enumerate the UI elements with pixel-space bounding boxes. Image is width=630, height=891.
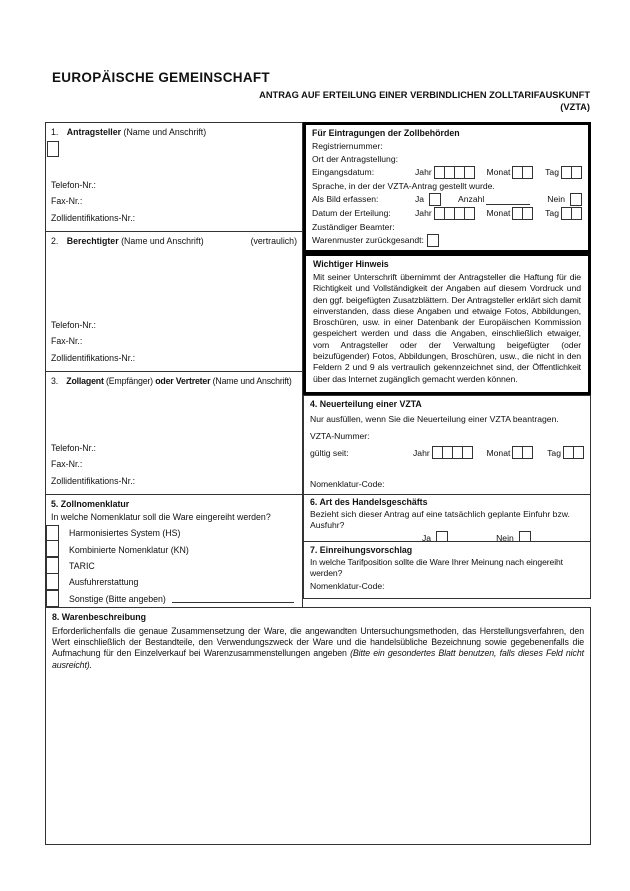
option-taric-checkbox[interactable] (46, 557, 59, 574)
form-title-line2: (VZTA) (560, 101, 590, 112)
year-input-cells[interactable] (434, 207, 475, 220)
issue-date-label: Datum der Erteilung: (312, 208, 391, 219)
section-8-warenbeschreibung[interactable] (45, 607, 591, 845)
notice-title: Wichtiger Hinweis (313, 259, 389, 269)
no-label: Nein (496, 532, 514, 542)
phone-label: Telefon-Nr.: (51, 442, 96, 453)
section-5-title: 5. Zollnomenklatur (51, 499, 130, 509)
applicant-checkbox[interactable] (47, 141, 59, 157)
section-6-handelsgeschaeft (303, 494, 591, 542)
day-label: Tag (545, 208, 559, 219)
section-1-antragsteller (45, 122, 303, 232)
month-label: Monat (486, 208, 511, 219)
section-3-zollagent (45, 371, 303, 495)
section-1-number: 1. (51, 127, 59, 137)
officer-label: Zuständiger Beamter: (312, 222, 395, 233)
section-8-note-italic: (Bitte ein gesondertes Blatt benutzen, falls dieses Feld nicht ausreicht). (52, 648, 584, 670)
form-title (259, 90, 590, 113)
section-4-neuerteilung (303, 395, 591, 495)
count-input-line[interactable] (486, 194, 530, 205)
section-2-title (46, 232, 302, 247)
month-input-cells[interactable] (512, 166, 533, 179)
customs-id-label: Zollidentifikations-Nr.: (51, 212, 136, 223)
right-column (303, 122, 591, 599)
fax-label: Fax-Nr.: (51, 336, 83, 346)
registration-number-label: Registriernummer: (312, 140, 383, 151)
year-input-cells[interactable] (434, 166, 475, 179)
section-5-zollnomenklatur (45, 494, 303, 608)
section-4-note: Nur ausfüllen, wenn Sie die Neuerteilung einer VZTA beantragen. (310, 414, 559, 424)
section-3-number: 3. (51, 376, 58, 386)
receipt-date-row (312, 166, 582, 179)
fax-label: Fax-Nr.: (51, 196, 83, 206)
section-2-contact-labels (46, 317, 302, 372)
nomenclature-code-label: Nomenklatur-Code: (310, 479, 385, 489)
month-input-cells[interactable] (512, 207, 533, 220)
day-input-cells[interactable] (563, 446, 584, 459)
option-sonstige-label: Sonstige (Bitte angeben) (69, 593, 166, 604)
option-kn-label: Kombinierte Nomenklatur (KN) (69, 544, 189, 555)
year-input-cells[interactable] (432, 446, 473, 459)
yes-no-row (310, 531, 584, 542)
customs-id-label: Zollidentifikations-Nr.: (51, 475, 136, 486)
section-3-contact-labels (46, 440, 302, 495)
applicant-address-input-area[interactable] (46, 157, 302, 177)
nomenclature-option-row (46, 574, 302, 590)
section-3-label2: oder Vertreter (155, 376, 211, 386)
notice-body: Mit seiner Unterschrift übernimmt der Antragsteller die Haftung für die Richtigkeit und Vollständigkeit der Angaben auf diesem Vordruck und den ggf. beigefügten Zusatzblättern. Der Antragsteller erklärt sich damit einverstanden, dass diese Angaben und etwaige Fotos, Abbildungen, Broschüren, usw. in einer Datenbank der Europäischen Kommission gespeichert werden und dass die Angaben, einschließlich etwaiger, vom Antragsteller oder der Verwaltung beigefügter (oder beizufügender) Fotos, Abbildungen, Broschüren, usw., die nicht in den Feldern 2 und 9 als vertraulich gekennzeichnet sind, der Öffentlichkeit über das Internet zugänglich gemacht werden können. (313, 272, 581, 384)
sample-returned-row (312, 234, 582, 247)
yes-checkbox[interactable] (436, 531, 448, 542)
month-label: Monat (486, 167, 511, 178)
section-3-title (46, 372, 302, 387)
section-8-body (52, 626, 584, 671)
year-label: Jahr (413, 447, 430, 458)
application-place-label: Ort der Antragstellung: (312, 153, 398, 164)
no-label: Nein (547, 194, 565, 205)
month-label: Monat (486, 447, 511, 458)
section-7-einreihungsvorschlag (303, 541, 591, 599)
option-ausfuhr-label: Ausfuhrerstattung (69, 577, 139, 588)
section-8-title: 8. Warenbeschreibung (52, 612, 147, 622)
section-2-berechtigter (45, 231, 303, 372)
section-1-contact-labels (46, 177, 302, 232)
section-8-body-text: Erforderlichenfalls die genaue Zusammensetzung der Ware, die angewandten Untersuchungsmethoden, das Herstellungsverfahren, den Wert einschließlich der Bestandteile, den Verwendungszweck der Ware und die handelsübliche Bezeichnung sowie gegebenenfalls die Aufmachung für den Einzelverkauf bei Warenzusammenstellungen angeben (52, 626, 584, 659)
valid-since-label: gültig seit: (310, 447, 349, 458)
nomenclature-code-label: Nomenklatur-Code: (310, 580, 385, 591)
section-5-question: In welche Nomenklatur soll die Ware eingereiht werden? (51, 512, 271, 522)
vzta-number-label: VZTA-Nummer: (310, 431, 370, 441)
sonstige-input-line[interactable] (172, 601, 294, 603)
day-input-cells[interactable] (561, 166, 582, 179)
yes-label: Ja (422, 532, 432, 542)
section-7-question: In welche Tarifposition sollte die Ware Ihrer Meinung nach eingereiht werden? (310, 557, 563, 578)
form-title-line1: ANTRAG AUF ERTEILUNG EINER VERBINDLICHEN ZOLLTARIFAUSKUNFT (259, 90, 590, 100)
fax-label: Fax-Nr.: (51, 459, 83, 469)
agent-address-input-area[interactable] (46, 387, 302, 440)
yes-checkbox[interactable] (429, 193, 441, 206)
language-note: Sprache, in der der VZTA-Antrag gestellt wurde. (312, 180, 495, 191)
section-1-title (46, 123, 302, 138)
day-label: Tag (545, 167, 559, 178)
option-ausfuhr-checkbox[interactable] (46, 573, 59, 590)
valid-since-row (310, 446, 584, 459)
section-2-label: Berechtigter (66, 236, 119, 246)
day-label: Tag (547, 447, 561, 458)
section-3-label: Zollagent (66, 376, 104, 386)
section-6-title: 6. Art des Handelsgeschäfts (310, 497, 428, 507)
no-checkbox[interactable] (570, 193, 582, 206)
customs-box-title: Für Eintragungen der Zollbehörden (312, 128, 460, 138)
issue-date-row (312, 207, 582, 220)
section-3-suffix2: (Name und Anschrift) (212, 376, 292, 386)
count-label: Anzahl (458, 194, 485, 205)
phone-label: Telefon-Nr.: (51, 319, 96, 330)
option-kn-checkbox[interactable] (46, 540, 59, 557)
section-6-question: Bezieht sich dieser Antrag auf eine tatsächlich geplante Einfuhr bzw. Ausfuhr? (310, 509, 570, 530)
option-hs-label: Harmonisiertes System (HS) (69, 528, 181, 539)
no-checkbox[interactable] (519, 531, 531, 542)
confidential-label: (vertraulich) (250, 236, 297, 246)
phone-label: Telefon-Nr.: (51, 179, 96, 190)
image-captured-row (312, 193, 582, 206)
section-1-suffix: (Name und Anschrift) (123, 127, 207, 137)
day-input-cells[interactable] (561, 207, 582, 220)
section-4-title: 4. Neuerteilung einer VZTA (310, 399, 422, 409)
section-2-number: 2. (51, 236, 59, 246)
nomenclature-option-row (46, 525, 302, 541)
month-input-cells[interactable] (512, 446, 533, 459)
image-captured-label: Als Bild erfassen: (312, 194, 379, 205)
sample-returned-checkbox[interactable] (427, 234, 439, 247)
section-2-suffix: (Name und Anschrift) (121, 236, 204, 246)
receipt-date-label: Eingangsdatum: (312, 167, 375, 178)
nomenclature-option-row (46, 591, 302, 607)
section-7-title: 7. Einreihungsvorschlag (310, 545, 413, 555)
vzta-form (45, 122, 591, 845)
section-1-label: Antragsteller (66, 127, 122, 137)
holder-address-input-area[interactable] (46, 247, 302, 317)
option-sonstige-checkbox[interactable] (46, 590, 59, 607)
nomenclature-option-row (46, 541, 302, 557)
important-notice-box (303, 253, 591, 395)
section-3-suffix1: (Empfänger) (106, 376, 153, 386)
yes-label: Ja (415, 194, 425, 205)
left-column (45, 122, 303, 608)
customs-id-label: Zollidentifikations-Nr.: (51, 352, 136, 363)
year-label: Jahr (415, 208, 432, 219)
nomenclature-option-row (46, 558, 302, 574)
sample-returned-label: Warenmuster zurückgesandt: (312, 235, 424, 246)
customs-authority-box (303, 122, 591, 253)
page-title: EUROPÄISCHE GEMEINSCHAFT (52, 70, 270, 85)
year-label: Jahr (415, 167, 432, 178)
option-taric-label: TARIC (69, 560, 95, 571)
